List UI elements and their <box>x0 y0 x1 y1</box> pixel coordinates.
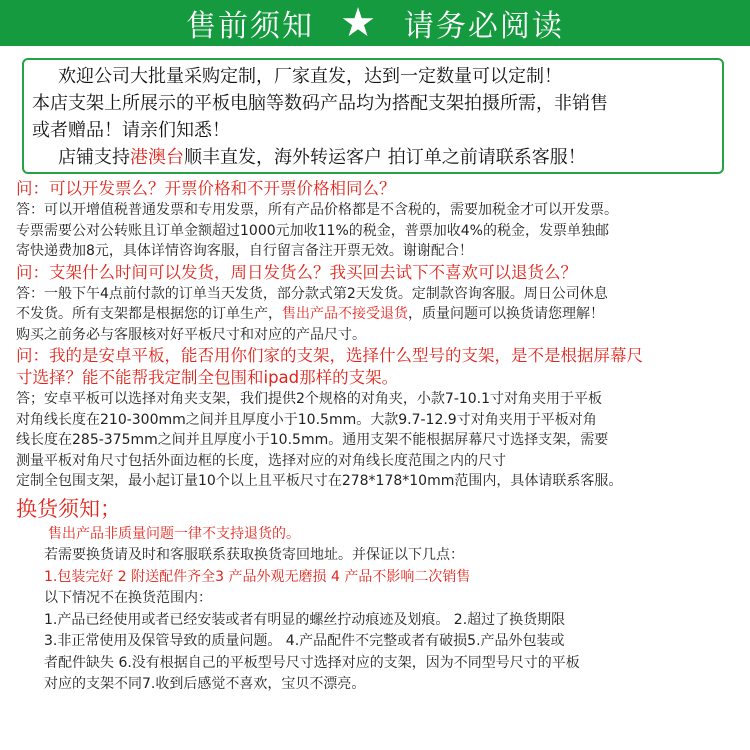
exchange-line: 者配件缺失 6.没有根据自己的平板型号尺寸选择对应的支架，因为不同型号尺寸的平板 <box>44 654 580 671</box>
faq-answer: 答：一般下午4点前付款的订单当天发货，部分款式第2天发货。定制款咨询客服。周日公司休息 <box>16 285 608 302</box>
header-banner <box>0 0 750 46</box>
exchange-line: 以下情况不在换货范围内： <box>44 590 212 606</box>
notice-box <box>22 58 724 174</box>
faq-answer: 对角线长度在210-300mm之间并且厚度小于10.5mm。大款9.7-12.9寸对角夹用于平板对角 <box>16 411 597 428</box>
faq-question: 问：我的是安卓平板，能否用你们家的支架，选择什么型号的支架，是不是根据屏幕尺 <box>16 346 643 365</box>
exchange-line: 1.包装完好 2 附送配件齐全3 产品外观无磨损 4 产品不影响二次销售 <box>44 568 471 585</box>
exchange-line: 1.产品已经使用或者已经安装或者有明显的螺丝拧动痕迹及划痕。 2.超过了换货期限 <box>44 611 566 628</box>
faq-answer: 专票需要公对公转账且订单金额超过1000元加收11%的税金，普票加收4%的税金，发票单独邮 <box>16 222 609 239</box>
exchange-line: 3.非正常使用及保管导致的质量问题。 4.产品配件不完整或者有破损5.产品外包装或 <box>44 633 565 649</box>
faq-answer: 购买之前务必与客服核对好平板尺寸和对应的产品尺寸。 <box>16 326 366 343</box>
exchange-line: 对应的支架不同7.收到后感觉不喜欢，宝贝不漂亮。 <box>44 676 366 692</box>
star-icon: ★ <box>340 0 378 46</box>
faq-answer: 答；安卓平板可以选择对角夹支架，我们提供2个规格的对角夹，小款7-10.1寸对角夹用于平板 <box>16 391 603 407</box>
faq-question: 问：可以开发票么？开票价格和不开票价格相同么？ <box>16 179 396 198</box>
faq-answer-text: 不发货。所有支架都是根据您的订单生产， <box>16 306 282 322</box>
banner-title-right: 请务必阅读 <box>403 9 564 44</box>
notice-line: 或者赠品！请亲们知悉！ <box>32 120 230 141</box>
faq-answer: 线长度在285-375mm之间并且厚度小于10.5mm。通用支架不能根据屏幕尺寸选择支架，需要 <box>16 432 609 448</box>
faq-question: 问：支架什么时间可以发货，周日发货么？我买回去试下不喜欢可以退货么？ <box>16 262 577 282</box>
exchange-line: 若需要换货请及时和客服联系获取换货寄回地址。并保证以下几点： <box>44 547 464 563</box>
exchange-title: 换货须知； <box>16 496 121 521</box>
notice-line <box>32 144 716 171</box>
faq-answer-text: ，质量问题可以换货请您理解！ <box>408 306 604 322</box>
notice-text: 店铺支持 <box>58 147 130 168</box>
faq-answer <box>16 304 740 325</box>
faq-answer-highlight: 售出产品不接受退货 <box>282 306 408 322</box>
faq-answer: 定制全包围支架，最小起订量10个以上且平板尺寸在278*178*10mm范围内，具体请联系客服。 <box>16 473 623 489</box>
notice-text: 顺丰直发，海外转运客户 拍订单之前请联系客服！ <box>184 147 586 168</box>
notice-line: 欢迎公司大批量采购定制，厂家直发，达到一定数量可以定制！ <box>58 66 562 87</box>
faq-section <box>16 178 740 696</box>
banner-title-left: 售前须知 <box>186 9 315 44</box>
faq-answer: 寄快递费加8元，具体详情咨询客服，自行留言备注开票无效。谢谢配合！ <box>16 243 473 259</box>
faq-question: 寸选择？能不能帮我定制全包围和ipad那样的支架。 <box>16 368 399 387</box>
faq-answer: 答：可以开增值税普通发票和专用发票，所有产品价格都是不含税的，需要加税金才可以开发票。 <box>16 202 618 218</box>
notice-highlight: 港澳台 <box>130 147 184 168</box>
exchange-line: 售出产品非质量问题一律不支持退货的。 <box>48 525 300 542</box>
notice-line: 本店支架上所展示的平板电脑等数码产品均为搭配支架拍摄所需，非销售 <box>32 93 608 114</box>
faq-answer: 测量平板对角尺寸包括外面边框的长度，选择对应的对角线长度范围之内的尺寸 <box>16 452 506 469</box>
